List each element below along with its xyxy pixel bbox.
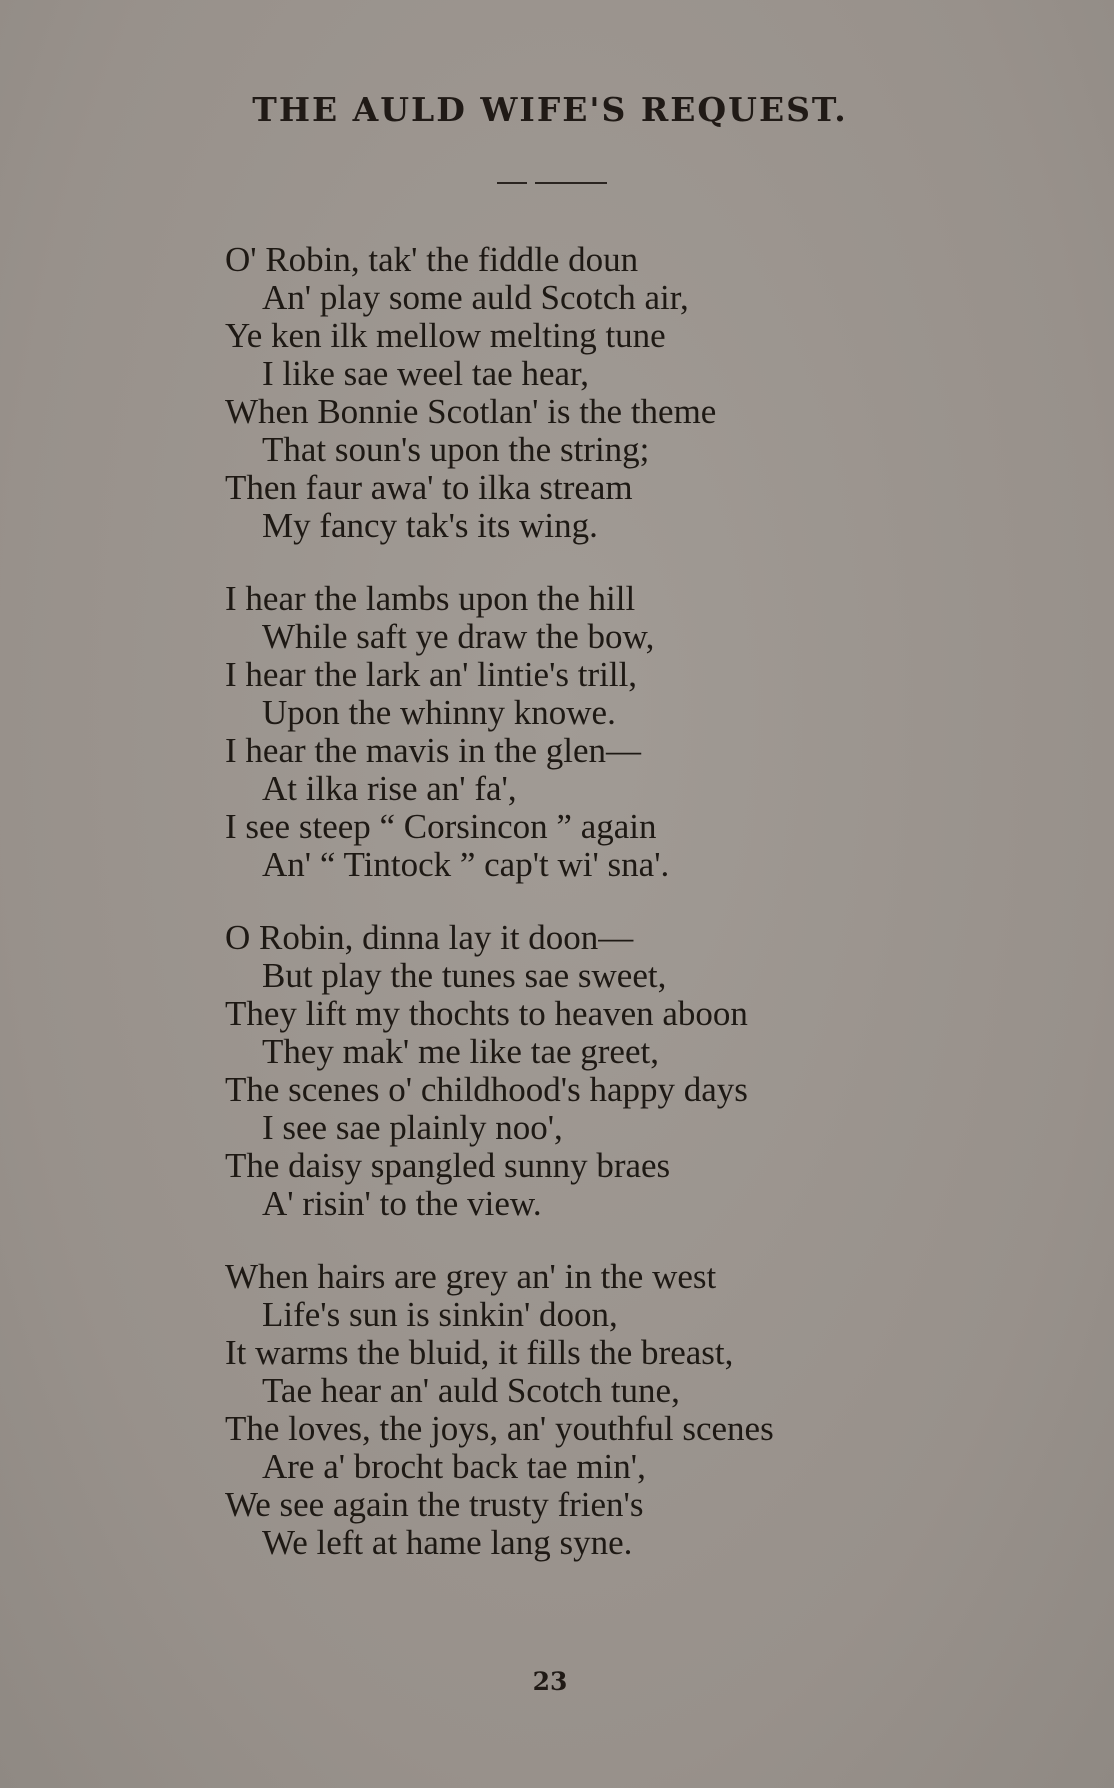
poem-line: O Robin, dinna lay it doon— bbox=[225, 918, 634, 957]
poem-body bbox=[225, 241, 774, 1597]
stanza bbox=[225, 919, 774, 1223]
poem-line: I see sae plainly noo', bbox=[262, 1108, 563, 1147]
poem-line: When hairs are grey an' in the west bbox=[225, 1257, 717, 1296]
stanza bbox=[225, 241, 774, 545]
poem-line: A' risin' to the view. bbox=[262, 1184, 542, 1223]
poem-line: I hear the mavis in the glen— bbox=[225, 731, 641, 770]
poem-line: The scenes o' childhood's happy days bbox=[225, 1070, 748, 1109]
poem-line: They mak' me like tae greet, bbox=[262, 1032, 659, 1071]
poem-line: Then faur awa' to ilka stream bbox=[225, 468, 633, 507]
poem-line: Tae hear an' auld Scotch tune, bbox=[262, 1371, 680, 1410]
poem-line: We left at hame lang syne. bbox=[262, 1523, 633, 1562]
page-number: 23 bbox=[532, 1667, 568, 1696]
poem-line: I see steep “ Corsincon ” again bbox=[225, 807, 657, 846]
poem-line: At ilka rise an' fa', bbox=[262, 769, 517, 808]
poem-line: Life's sun is sinkin' doon, bbox=[262, 1295, 618, 1334]
poem-line: When Bonnie Scotlan' is the theme bbox=[225, 392, 717, 431]
poem-line: But play the tunes sae sweet, bbox=[262, 956, 667, 995]
poem-line: We see again the trusty frien's bbox=[225, 1485, 644, 1524]
poem-line: An' play some auld Scotch air, bbox=[262, 278, 689, 317]
poem-line: O' Robin, tak' the fiddle doun bbox=[225, 240, 639, 279]
poem-line: The daisy spangled sunny braes bbox=[225, 1146, 671, 1185]
poem-line: Upon the whinny knowe. bbox=[262, 693, 616, 732]
poem-line: Ye ken ilk mellow melting tune bbox=[225, 316, 666, 355]
title-divider bbox=[497, 182, 607, 184]
poem-line: It warms the bluid, it fills the breast, bbox=[225, 1333, 734, 1372]
poem-title: THE AULD WIFE'S REQUEST. bbox=[252, 90, 848, 129]
poem-line: I hear the lambs upon the hill bbox=[225, 579, 636, 618]
poem-line: While saft ye draw the bow, bbox=[262, 617, 655, 656]
poem-line: Are a' brocht back tae min', bbox=[262, 1447, 646, 1486]
stanza bbox=[225, 580, 774, 884]
poem-line: I hear the lark an' lintie's trill, bbox=[225, 655, 638, 694]
poem-line: That soun's upon the string; bbox=[262, 430, 650, 469]
poem-line: My fancy tak's its wing. bbox=[262, 506, 598, 545]
poem-line: An' “ Tintock ” cap't wi' sna'. bbox=[262, 845, 670, 884]
poem-line: I like sae weel tae hear, bbox=[262, 354, 590, 393]
stanza bbox=[225, 1258, 774, 1562]
poem-line: They lift my thochts to heaven aboon bbox=[225, 994, 748, 1033]
poem-line: The loves, the joys, an' youthful scenes bbox=[225, 1409, 774, 1448]
